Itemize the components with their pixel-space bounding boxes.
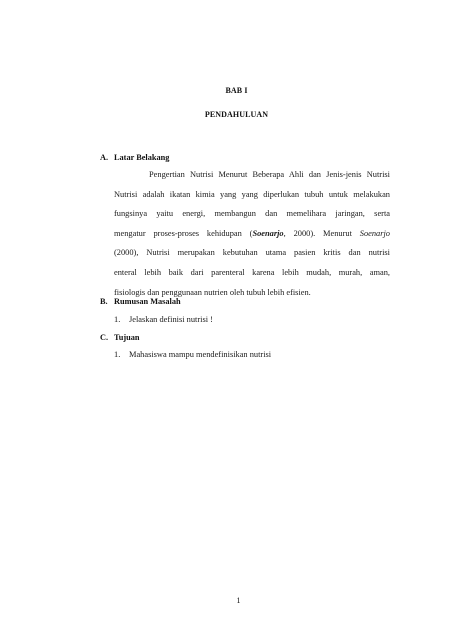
citation-author-italic: Soenarjo (359, 228, 390, 238)
section-title: Rumusan Masalah (114, 297, 181, 306)
citation-author: Soenarjo (252, 228, 284, 238)
chapter-title: PENDAHULUAN (204, 110, 269, 119)
section-title: Tujuan (114, 333, 140, 342)
paragraph-line: fisiologis dan penggunaan nutrien oleh tubuh lebih efisien. (114, 287, 311, 297)
list-item (114, 350, 271, 359)
paragraph-line (114, 224, 390, 244)
list-text: Jelaskan definisi nutrisi ! (129, 315, 213, 324)
page-number: 1 (236, 596, 241, 605)
list-text: Mahasiswa mampu mendefinisikan nutrisi (129, 350, 272, 359)
paragraph-line: (2000), Nutrisi merupakan kebutuhan utama pasien kritis dan nutrisi (114, 248, 390, 258)
list-item (114, 315, 213, 324)
section-heading-tujuan (100, 333, 140, 342)
line-text: , 2000). Menurut (283, 228, 360, 238)
section-letter: C. (100, 333, 109, 342)
paragraph-line: Pengertian Nutrisi Menurut Beberapa Ahli dan Jenis-jenis Nutrisi (149, 170, 390, 179)
section-title: Latar Belakang (114, 153, 170, 162)
section-heading-latar-belakang (100, 153, 169, 162)
list-number: 1. (114, 350, 121, 359)
line-text: mengatur proses-proses kehidupan ( (114, 228, 253, 238)
list-number: 1. (114, 315, 121, 324)
paragraph-latar-belakang (114, 165, 390, 302)
section-letter: B. (100, 297, 108, 306)
section-heading-rumusan-masalah (100, 297, 181, 306)
section-letter: A. (100, 153, 109, 162)
paragraph-line: enteral lebih baik dari parenteral karena lebih mudah, murah, aman, (114, 267, 390, 277)
chapter-number: BAB I (225, 86, 248, 95)
paragraph-line: Nutrisi adalah ikatan kimia yang yang diperlukan tubuh untuk melakukan (114, 189, 390, 199)
paragraph-line: fungsinya yaitu energi, membangun dan memelihara jaringan, serta (114, 209, 390, 219)
